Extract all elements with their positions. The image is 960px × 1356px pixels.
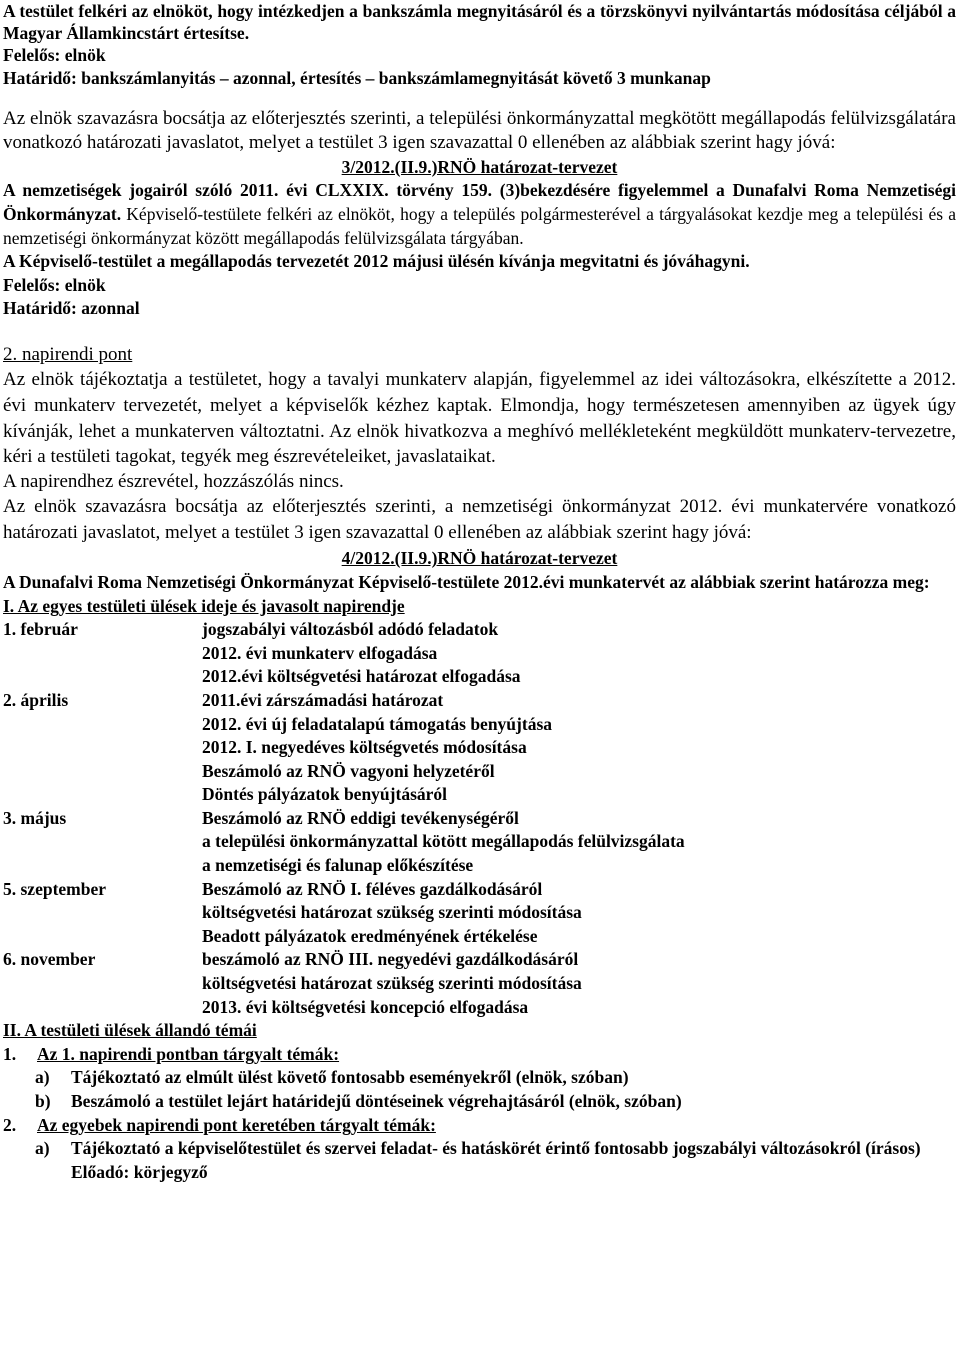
intro-paragraph: A testület felkéri az elnököt, hogy intézkedjen a bankszámla megnyitásáról és a törzskönyvi nyilvántartás módosítása céljából a Magyar Államkincstárt értesítse. bbox=[3, 1, 956, 43]
schedule-item: Beadott pályázatok eredményének értékelése bbox=[202, 925, 538, 946]
list-number: 1. bbox=[3, 1043, 17, 1064]
resolution3-body2: A Képviselő-testület a megállapodás tervezetét 2012 májusi ülésén kívánja megvitatni és jóváhagyni. bbox=[3, 251, 750, 272]
section1-heading: I. Az egyes testületi ülések ideje és javasolt napirendje bbox=[3, 595, 405, 616]
schedule-row bbox=[3, 618, 956, 689]
list-label: Az egyebek napirendi pont keretében tárgyalt témák: bbox=[37, 1114, 436, 1135]
resolution3-title: 3/2012.(II.9.)RNÖ határozat-tervezet bbox=[341, 156, 618, 177]
schedule-item: Beszámoló az RNÖ eddigi tevékenységéről bbox=[202, 807, 519, 828]
schedule-item: Beszámoló az RNÖ vagyoni helyzetéről bbox=[202, 760, 495, 781]
list-item bbox=[3, 1137, 956, 1184]
schedule-item: Döntés pályázatok benyújtásáról bbox=[202, 784, 448, 805]
schedule-date: 5. szeptember bbox=[3, 878, 107, 899]
resolution4-intro: A Dunafalvi Roma Nemzetiségi Önkormányzat Képviselő-testülete 2012.évi munkatervét az alábbiak szerint határozza meg: bbox=[3, 571, 930, 592]
meeting-schedule bbox=[3, 618, 956, 1019]
schedule-item: költségvetési határozat szükség szerinti módosítása bbox=[202, 902, 582, 923]
section2-heading: II. A testületi ülések állandó témái bbox=[3, 1020, 257, 1041]
vote1-paragraph: Az elnök szavazásra bocsátja az előterjesztés szerinti, a települési önkormányzattal megkötött megállapodás felülvizsgálatára vonatkozó határozati javaslatot, melyet a testület 3 igen szavazattal 0 ellenében az alábbiak szerint hagy jóvá: bbox=[3, 108, 956, 154]
schedule-item: 2012. I. negyedéves költségvetés módosítása bbox=[202, 737, 527, 758]
standing-topic-1 bbox=[3, 1043, 956, 1067]
schedule-date: 6. november bbox=[3, 949, 96, 970]
schedule-item: jogszabályi változásból adódó feladatok bbox=[202, 619, 499, 640]
list-letter: a) bbox=[35, 1138, 50, 1159]
schedule-date: 1. február bbox=[3, 619, 78, 640]
schedule-item: a települési önkormányzattal kötött megállapodás felülvizsgálata bbox=[202, 831, 685, 852]
resolution3-body-part1: A nemzetiségek jogairól szóló 2011. évi CLXXIX. törvény 159. (3)bekezdésére figyelemmel a Dunafalvi Roma Nemzetiségi Önkormányzat. bbox=[3, 180, 956, 224]
schedule-date: 2. április bbox=[3, 689, 69, 710]
schedule-item: 2013. évi költségvetési koncepció elfogadása bbox=[202, 996, 529, 1017]
resolution3-responsible: Felelős: elnök bbox=[3, 274, 106, 295]
schedule-item: beszámoló az RNÖ III. negyedévi gazdálkodásáról bbox=[202, 949, 579, 970]
list-text: Tájékoztató a képviselőtestület és szervei feladat- és hatáskörét érintő fontosabb jogszabályi változásokról (írásos) bbox=[71, 1138, 921, 1159]
list-letter: a) bbox=[35, 1067, 50, 1088]
list-letter: b) bbox=[35, 1091, 51, 1111]
agenda2-vote: Az elnök szavazásra bocsátja az előterjesztés szerinti, a nemzetiségi önkormányzat 2012. évi munkatervére vonatkozó határozati javaslatot, melyet a testület 3 igen szavazattal 0 ellenében az alábbiak szerint hagy jóvá: bbox=[3, 496, 956, 543]
resolution3-body bbox=[3, 179, 956, 250]
schedule-row bbox=[3, 807, 956, 878]
schedule-item: költségvetési határozat szükség szerinti módosítása bbox=[202, 973, 582, 994]
schedule-item: 2011.évi zárszámadási határozat bbox=[202, 689, 444, 710]
list-item bbox=[3, 1066, 956, 1090]
schedule-item: Beszámoló az RNÖ I. féléves gazdálkodásáról bbox=[202, 878, 543, 899]
resolution4-title: 4/2012.(II.9.)RNÖ határozat-tervezet bbox=[341, 548, 618, 569]
schedule-item: 2012. évi új feladatalapú támogatás benyújtása bbox=[202, 713, 553, 734]
resolution3-body-part2: Képviselő-testülete felkéri az elnököt, hogy a település polgármesterével a tárgyalásokat kezdje meg a települési és a nemzetiségi önkormányzat között megállapodás felülvizsgálata tárgyában. bbox=[3, 204, 956, 248]
document-page bbox=[3, 0, 956, 1184]
intro-responsible: Felelős: elnök bbox=[3, 45, 106, 65]
resolution3-deadline: Határidő: azonnal bbox=[3, 298, 140, 319]
agenda2-heading: 2. napirendi pont bbox=[3, 343, 133, 365]
standing-topic-2 bbox=[3, 1114, 956, 1138]
schedule-item: a nemzetiségi és falunap előkészítése bbox=[202, 855, 474, 876]
list-item bbox=[3, 1090, 956, 1114]
schedule-row bbox=[3, 689, 956, 807]
presenter-text: Előadó: körjegyző bbox=[71, 1161, 208, 1182]
schedule-row bbox=[3, 948, 956, 1019]
schedule-row bbox=[3, 878, 956, 949]
schedule-item: 2012.évi költségvetési határozat elfogadása bbox=[202, 666, 521, 687]
schedule-date: 3. május bbox=[3, 807, 67, 828]
list-text: Tájékoztató az elmúlt ülést követő fontosabb eseményekről (elnök, szóban) bbox=[71, 1067, 629, 1088]
list-label: Az 1. napirendi pontban tárgyalt témák: bbox=[37, 1043, 340, 1064]
agenda2-text: Az elnök tájékoztatja a testületet, hogy a tavalyi munkaterv alapján, figyelemmel az idei változásokra, elkészítette a 2012. évi munkaterv tervezetét, melyet a képviselők kézhez kaptak. Elmondja, hogy természetesen amennyiben az ügyek úgy kívánják, lehet a munkaterven változtatni. Az elnök hivatkozva a meghívó mellékleteként megküldött munkaterv-tervezetre, kéri a testületi tagokat, tegyék meg észrevételeiket, javaslataikat. bbox=[3, 369, 956, 468]
list-text: Beszámoló a testület lejárt határidejű döntéseinek végrehajtásáról (elnök, szóban) bbox=[71, 1091, 682, 1111]
schedule-item: 2012. évi munkaterv elfogadása bbox=[202, 642, 438, 663]
agenda2-no-comment: A napirendhez észrevétel, hozzászólás nincs. bbox=[3, 470, 344, 492]
intro-deadline: Határidő: bankszámlanyitás – azonnal, értesítés – bankszámlamegnyitását követő 3 munkanap bbox=[3, 68, 711, 88]
list-number: 2. bbox=[3, 1114, 17, 1135]
